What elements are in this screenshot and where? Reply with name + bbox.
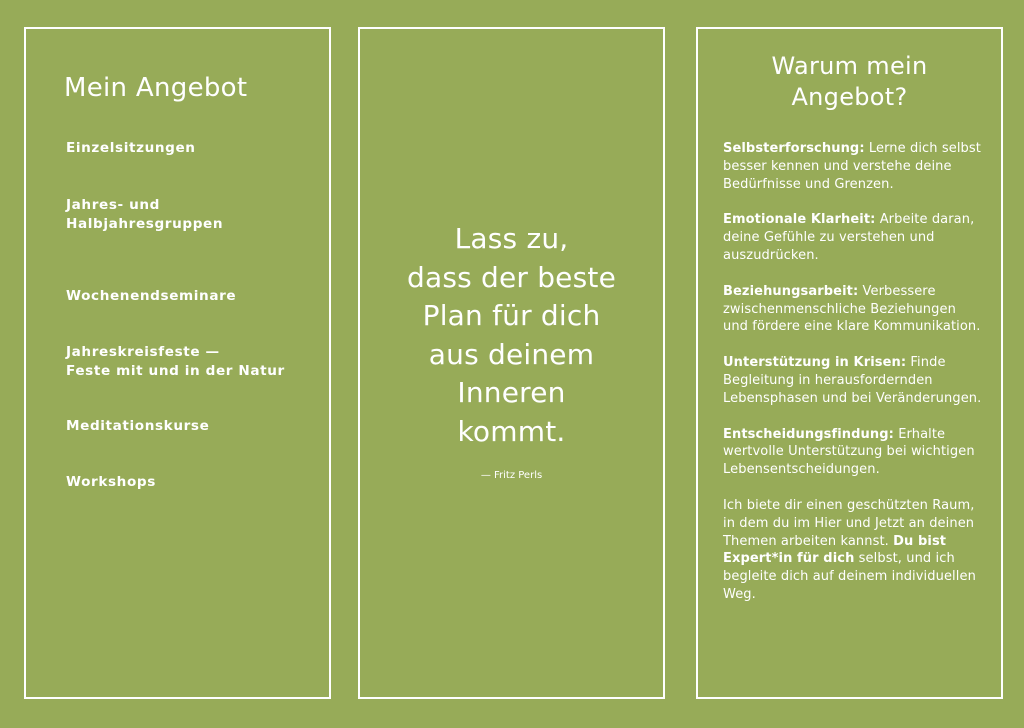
benefit-text: Erhalte wertvolle Unterstützung bei wichtigen Lebensentscheidungen.	[723, 426, 975, 478]
closing-text-start: Ich biete dir einen geschützten Raum, in dem du im Hier und Jetzt an deinen Themen arbeiten kannst.	[723, 497, 975, 549]
offer-item-gruppen	[66, 196, 223, 234]
quote-line: Plan für dich	[422, 299, 601, 332]
benefits-list	[723, 140, 985, 622]
benefits-title-line: Angebot?	[791, 83, 908, 111]
offer-item-label: Workshops	[66, 474, 156, 490]
benefit-item	[723, 426, 985, 479]
quote-line: Inneren	[457, 376, 566, 409]
offer-item-einzelsitzungen	[66, 139, 196, 158]
benefit-title: Beziehungsarbeit:	[723, 283, 859, 299]
quote-line: Lass zu,	[454, 222, 569, 255]
offer-item-label: Halbjahresgruppen	[66, 216, 224, 232]
quote	[360, 220, 663, 451]
benefit-item	[723, 140, 985, 193]
offer-item-meditationskurse	[66, 417, 209, 436]
benefit-title: Selbsterforschung:	[723, 141, 865, 156]
offer-panel	[24, 27, 331, 699]
offer-item-label: Wochenendseminare	[66, 288, 237, 304]
offer-title: Mein Angebot	[64, 73, 248, 103]
benefit-title: Unterstützung in Krisen:	[723, 355, 907, 371]
benefit-title: Entscheidungsfindung:	[723, 426, 894, 442]
benefit-item	[723, 211, 985, 264]
benefit-title: Emotionale Klarheit:	[723, 212, 876, 228]
benefits-panel	[696, 27, 1003, 699]
quote-line: dass der beste	[406, 260, 616, 294]
offer-item-wochenendseminare	[66, 287, 236, 306]
benefit-text: Lerne dich selbst besser kennen und verstehe deine Bedürfnisse und Grenzen.	[723, 141, 981, 192]
benefit-item	[723, 354, 985, 407]
offer-item-label: Feste mit und in der Natur	[66, 363, 285, 379]
offer-item-label: Jahres- und	[66, 197, 160, 213]
offer-item-jahreskreisfeste	[66, 343, 285, 381]
offer-item-label: Einzelsitzungen	[66, 140, 196, 156]
benefit-item	[723, 283, 985, 336]
benefits-title-line: Warum mein	[771, 52, 928, 80]
benefit-text: Verbessere zwischenmenschliche Beziehungen und fördere eine klare Kommunikation.	[723, 283, 981, 335]
quote-author: — Fritz Perls	[480, 470, 543, 481]
quote-panel	[358, 27, 665, 699]
offer-item-label: Meditationskurse	[66, 418, 210, 434]
benefit-text: Finde Begleitung in herausfordernden Lebensphasen und bei Veränderungen.	[723, 355, 982, 406]
closing-text-end: selbst, und ich begleite dich auf deinem individuellen Weg.	[723, 551, 976, 602]
quote-line: kommt.	[457, 414, 566, 448]
quote-line: aus deinem	[428, 337, 595, 371]
benefit-text: Arbeite daran, deine Gefühle zu verstehen und auszudrücken.	[723, 212, 975, 263]
closing-text	[723, 497, 985, 604]
benefits-title	[698, 51, 1001, 113]
closing-text-bold: Du bist Expert*in für dich	[723, 533, 947, 567]
offer-item-label: Jahreskreisfeste —	[66, 344, 220, 360]
offer-item-workshops	[66, 473, 156, 492]
